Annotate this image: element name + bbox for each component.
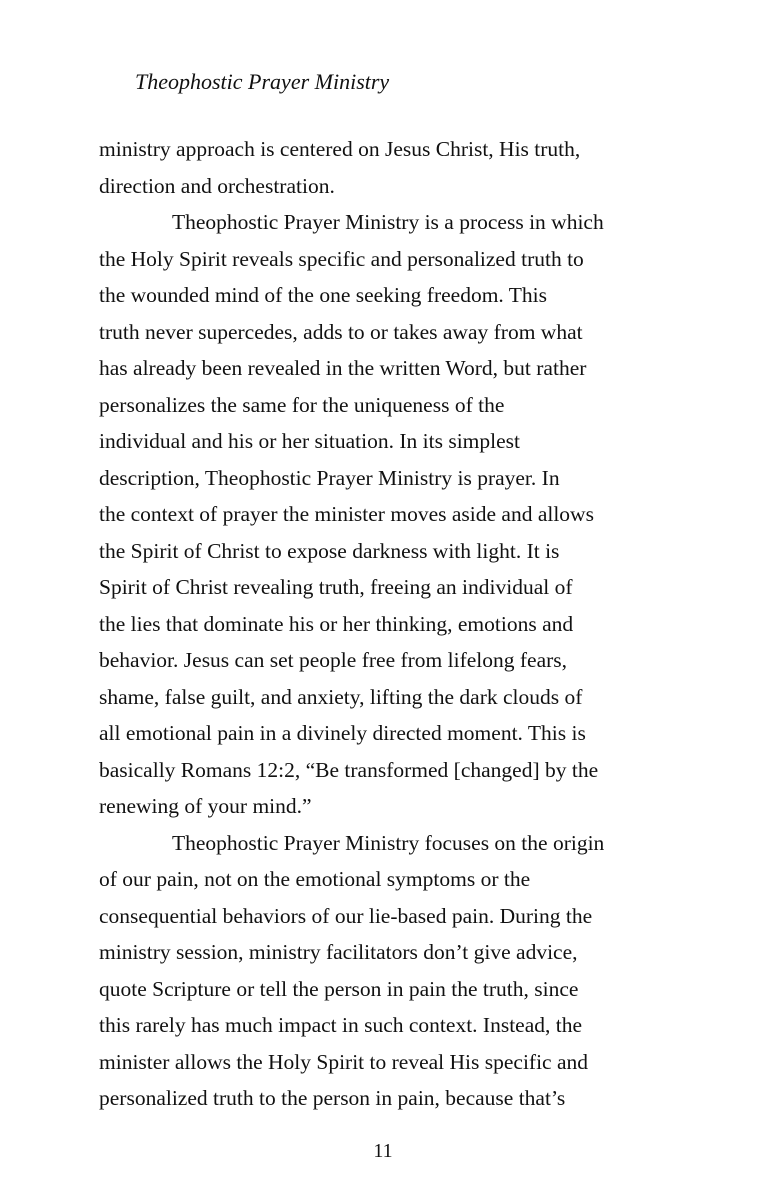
text-line: individual and his or her situation. In its simplest: [99, 429, 521, 453]
text-line: renewing of your mind.”: [99, 794, 312, 818]
text-line: personalized truth to the person in pain, because that’s: [99, 1086, 566, 1110]
text-line: quote Scripture or tell the person in pain the truth, since: [99, 976, 579, 1001]
text-line: direction and orchestration.: [99, 173, 335, 198]
text-line: all emotional pain in a divinely directed moment. This is: [99, 721, 586, 745]
text-line: the Holy Spirit reveals specific and personalized truth to: [99, 246, 584, 271]
paragraph-first-line: Theophostic Prayer Ministry focuses on the origin: [172, 830, 605, 855]
text-line: the Spirit of Christ to expose darkness with light. It is: [99, 538, 560, 563]
text-line: truth never supercedes, adds to or takes away from what: [99, 319, 583, 344]
text-line: of our pain, not on the emotional symptoms or the: [99, 867, 531, 891]
text-line: the context of prayer the minister moves aside and allows: [99, 502, 594, 526]
body-text: [99, 131, 674, 1117]
text-line: description, Theophostic Prayer Ministry is prayer. In: [99, 465, 560, 490]
text-line: this rarely has much impact in such context. Instead, the: [99, 1013, 583, 1037]
page-number: 11: [373, 1140, 393, 1162]
paragraph-first-line: Theophostic Prayer Ministry is a process in which: [172, 210, 604, 234]
text-line: ministry session, ministry facilitators don’t give advice,: [99, 940, 578, 964]
text-line: the wounded mind of the one seeking freedom. This: [99, 283, 548, 307]
text-line: the lies that dominate his or her thinking, emotions and: [99, 611, 574, 636]
text-line: Spirit of Christ revealing truth, freeing an individual of: [99, 575, 573, 599]
running-header-title: Theophostic Prayer Ministry: [135, 69, 390, 94]
text-line: has already been revealed in the written Word, but rather: [99, 356, 587, 380]
text-line: basically Romans 12:2, “Be transformed [changed] by the: [99, 757, 599, 782]
text-line: minister allows the Holy Spirit to reveal His specific and: [99, 1049, 589, 1074]
text-line: ministry approach is centered on Jesus Christ, His truth,: [99, 137, 581, 161]
text-line: personalizes the same for the uniqueness of the: [99, 392, 505, 417]
text-line: behavior. Jesus can set people free from lifelong fears,: [99, 648, 568, 672]
text-line: consequential behaviors of our lie-based pain. During the: [99, 903, 593, 928]
text-line: shame, false guilt, and anxiety, lifting the dark clouds of: [99, 684, 583, 709]
